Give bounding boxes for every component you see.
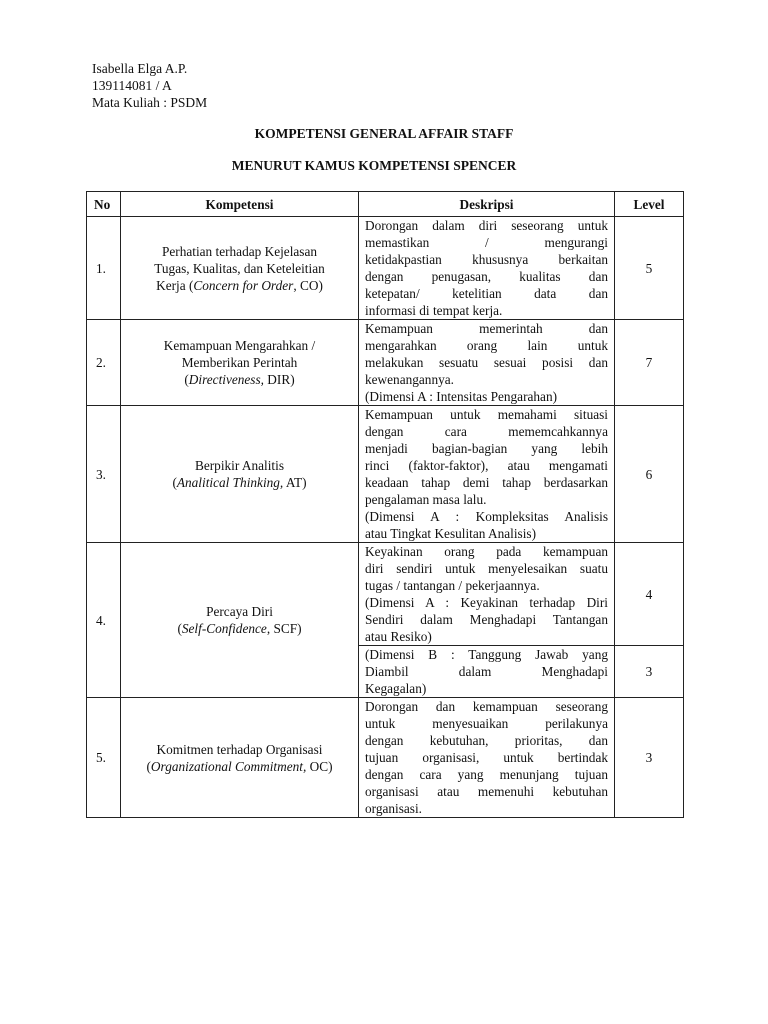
competency-prefix: ( [184,372,189,387]
competency-prefix: Kerja ( [156,277,194,293]
competency-english-line [126,277,353,294]
competency-english-line [126,474,353,491]
description-line: organisasi. [365,801,422,816]
competency-english-term: Self-Confidence [181,621,267,636]
table-row [87,217,684,320]
description-line: Keyakinan orang pada kemampuan [365,544,608,559]
header-kompetensi: Kompetensi [121,192,359,217]
description-line: Dorongan dan kemampuan seseorang [365,699,608,714]
table-row [87,543,684,646]
competency-abbreviation: DIR) [263,372,295,387]
competency-abbreviation: , SCF) [266,621,302,636]
description-line: atau Tingkat Kesulitan Analisis) [365,526,537,541]
competency-english-term: Concern for Order [193,277,294,293]
description-line: dengan penugasan, kualitas dan [365,269,608,284]
competency-abbreviation: AT) [283,475,307,490]
competency-prefix: ( [146,758,151,774]
competency-english-line [126,758,353,775]
competency-prefix: ( [177,621,182,636]
document-subtitle: MENURUT KAMUS KOMPETENSI SPENCER [231,158,517,173]
level-value: 3 [615,698,684,818]
competency-english-term: Organizational Commitment, [150,758,307,774]
description-line: dengan kebutuhan, prioritas, dan [365,733,608,748]
competency-name-line: Memberikan Perintah [181,355,298,370]
row-number: 3. [87,406,121,543]
description-line: melakukan sesuatu sesuai posisi dan [365,355,608,370]
description-line: mengarahkan orang lain untuk [365,338,608,353]
description-cell [359,543,615,646]
description-line: diri sendiri untuk menyelesaikan suatu [365,561,608,576]
competency-name-cell [121,320,359,406]
author-info [92,60,207,111]
description-line: kewenangannya. [365,372,454,387]
description-line: dengan cara mememcahkannya [365,424,608,439]
description-line: keadaan tahap demi tahap berdasarkan [365,475,608,490]
description-line: menjadi bagian-bagian yang lebih [365,441,608,456]
competency-name-cell [121,406,359,543]
description-line: untuk menyesuaikan perilakunya [365,716,608,731]
competency-table [86,191,684,818]
description-line: Kegagalan) [365,681,427,696]
level-value: 7 [615,320,684,406]
competency-english-term: Analitical Thinking, [176,475,284,490]
description-line: ketepatan/ ketelitian data dan [365,286,608,301]
competency-prefix: ( [172,475,177,490]
description-cell [359,406,615,543]
description-line: Diambil dalam Menghadapi [365,664,608,679]
description-cell [359,646,615,698]
competency-name-cell [121,543,359,698]
description-cell [359,217,615,320]
description-line: memastikan / mengurangi [365,235,608,250]
description-line: (Dimensi A : Keyakinan terhadap Diri [365,595,608,610]
competency-english-line [126,620,353,637]
description-line: pengalaman masa lalu. [365,492,487,507]
description-line: (Dimensi B : Tanggung Jawab yang [365,647,608,662]
header-no: No [87,192,121,217]
description-line: informasi di tempat kerja. [365,303,503,318]
table-row [87,406,684,543]
description-line: atau Resiko) [365,629,432,644]
table-row [87,320,684,406]
competency-name-line: Perhatian terhadap Kejelasan [161,243,318,259]
description-cell [359,320,615,406]
level-value: 3 [615,646,684,698]
competency-name-line: Komitmen terhadap Organisasi [156,741,323,757]
header-deskripsi: Deskripsi [359,192,615,217]
description-line: Kemampuan memerintah dan [365,321,608,336]
description-line: (Dimensi A : Kompleksitas Analisis [365,509,608,524]
competency-name-line: Percaya Diri [206,604,273,619]
row-number: 5. [87,698,121,818]
description-line: tugas / tantangan / pekerjaannya. [365,578,540,593]
author-name: Isabella Elga A.P. [92,61,188,76]
competency-english-line [126,371,353,388]
competency-name-line: Tugas, Kualitas, dan Keteleitian [154,260,325,276]
level-value: 6 [615,406,684,543]
row-number: 4. [87,543,121,698]
competency-abbreviation: , CO) [293,277,323,293]
description-line: (Dimensi A : Intensitas Pengarahan) [365,389,558,404]
level-value: 5 [615,217,684,320]
row-number: 2. [87,320,121,406]
description-line: tujuan organisasi, untuk bertindak [365,750,608,765]
competency-english-term: Directiveness, [188,372,264,387]
description-line: rinci (faktor-faktor), atau mengamati [365,458,608,473]
description-line: ketidakpastian khususnya berkaitan [365,252,608,267]
table-header-row [87,192,684,217]
course-name: Mata Kuliah : PSDM [92,95,208,110]
description-line: Kemampuan untuk memahami situasi [365,407,608,422]
level-value: 4 [615,543,684,646]
competency-name-line: Kemampuan Mengarahkan / [163,338,316,353]
description-line: dengan cara yang menunjang tujuan [365,767,608,782]
row-number: 1. [87,217,121,320]
competency-name-line: Berpikir Analitis [194,458,284,473]
competency-name-cell [121,217,359,320]
header-level: Level [615,192,684,217]
document-title: KOMPETENSI GENERAL AFFAIR STAFF [254,126,514,141]
competency-abbreviation: OC) [306,758,333,774]
description-line: Dorongan dalam diri seseorang untuk [365,218,608,233]
description-line: Sendiri dalam Menghadapi Tantangan [365,612,608,627]
competency-name-cell [121,698,359,818]
student-id: 139114081 / A [92,78,172,93]
description-line: organisasi atau memenuhi kebutuhan [365,784,608,799]
table-row [87,698,684,818]
description-cell [359,698,615,818]
